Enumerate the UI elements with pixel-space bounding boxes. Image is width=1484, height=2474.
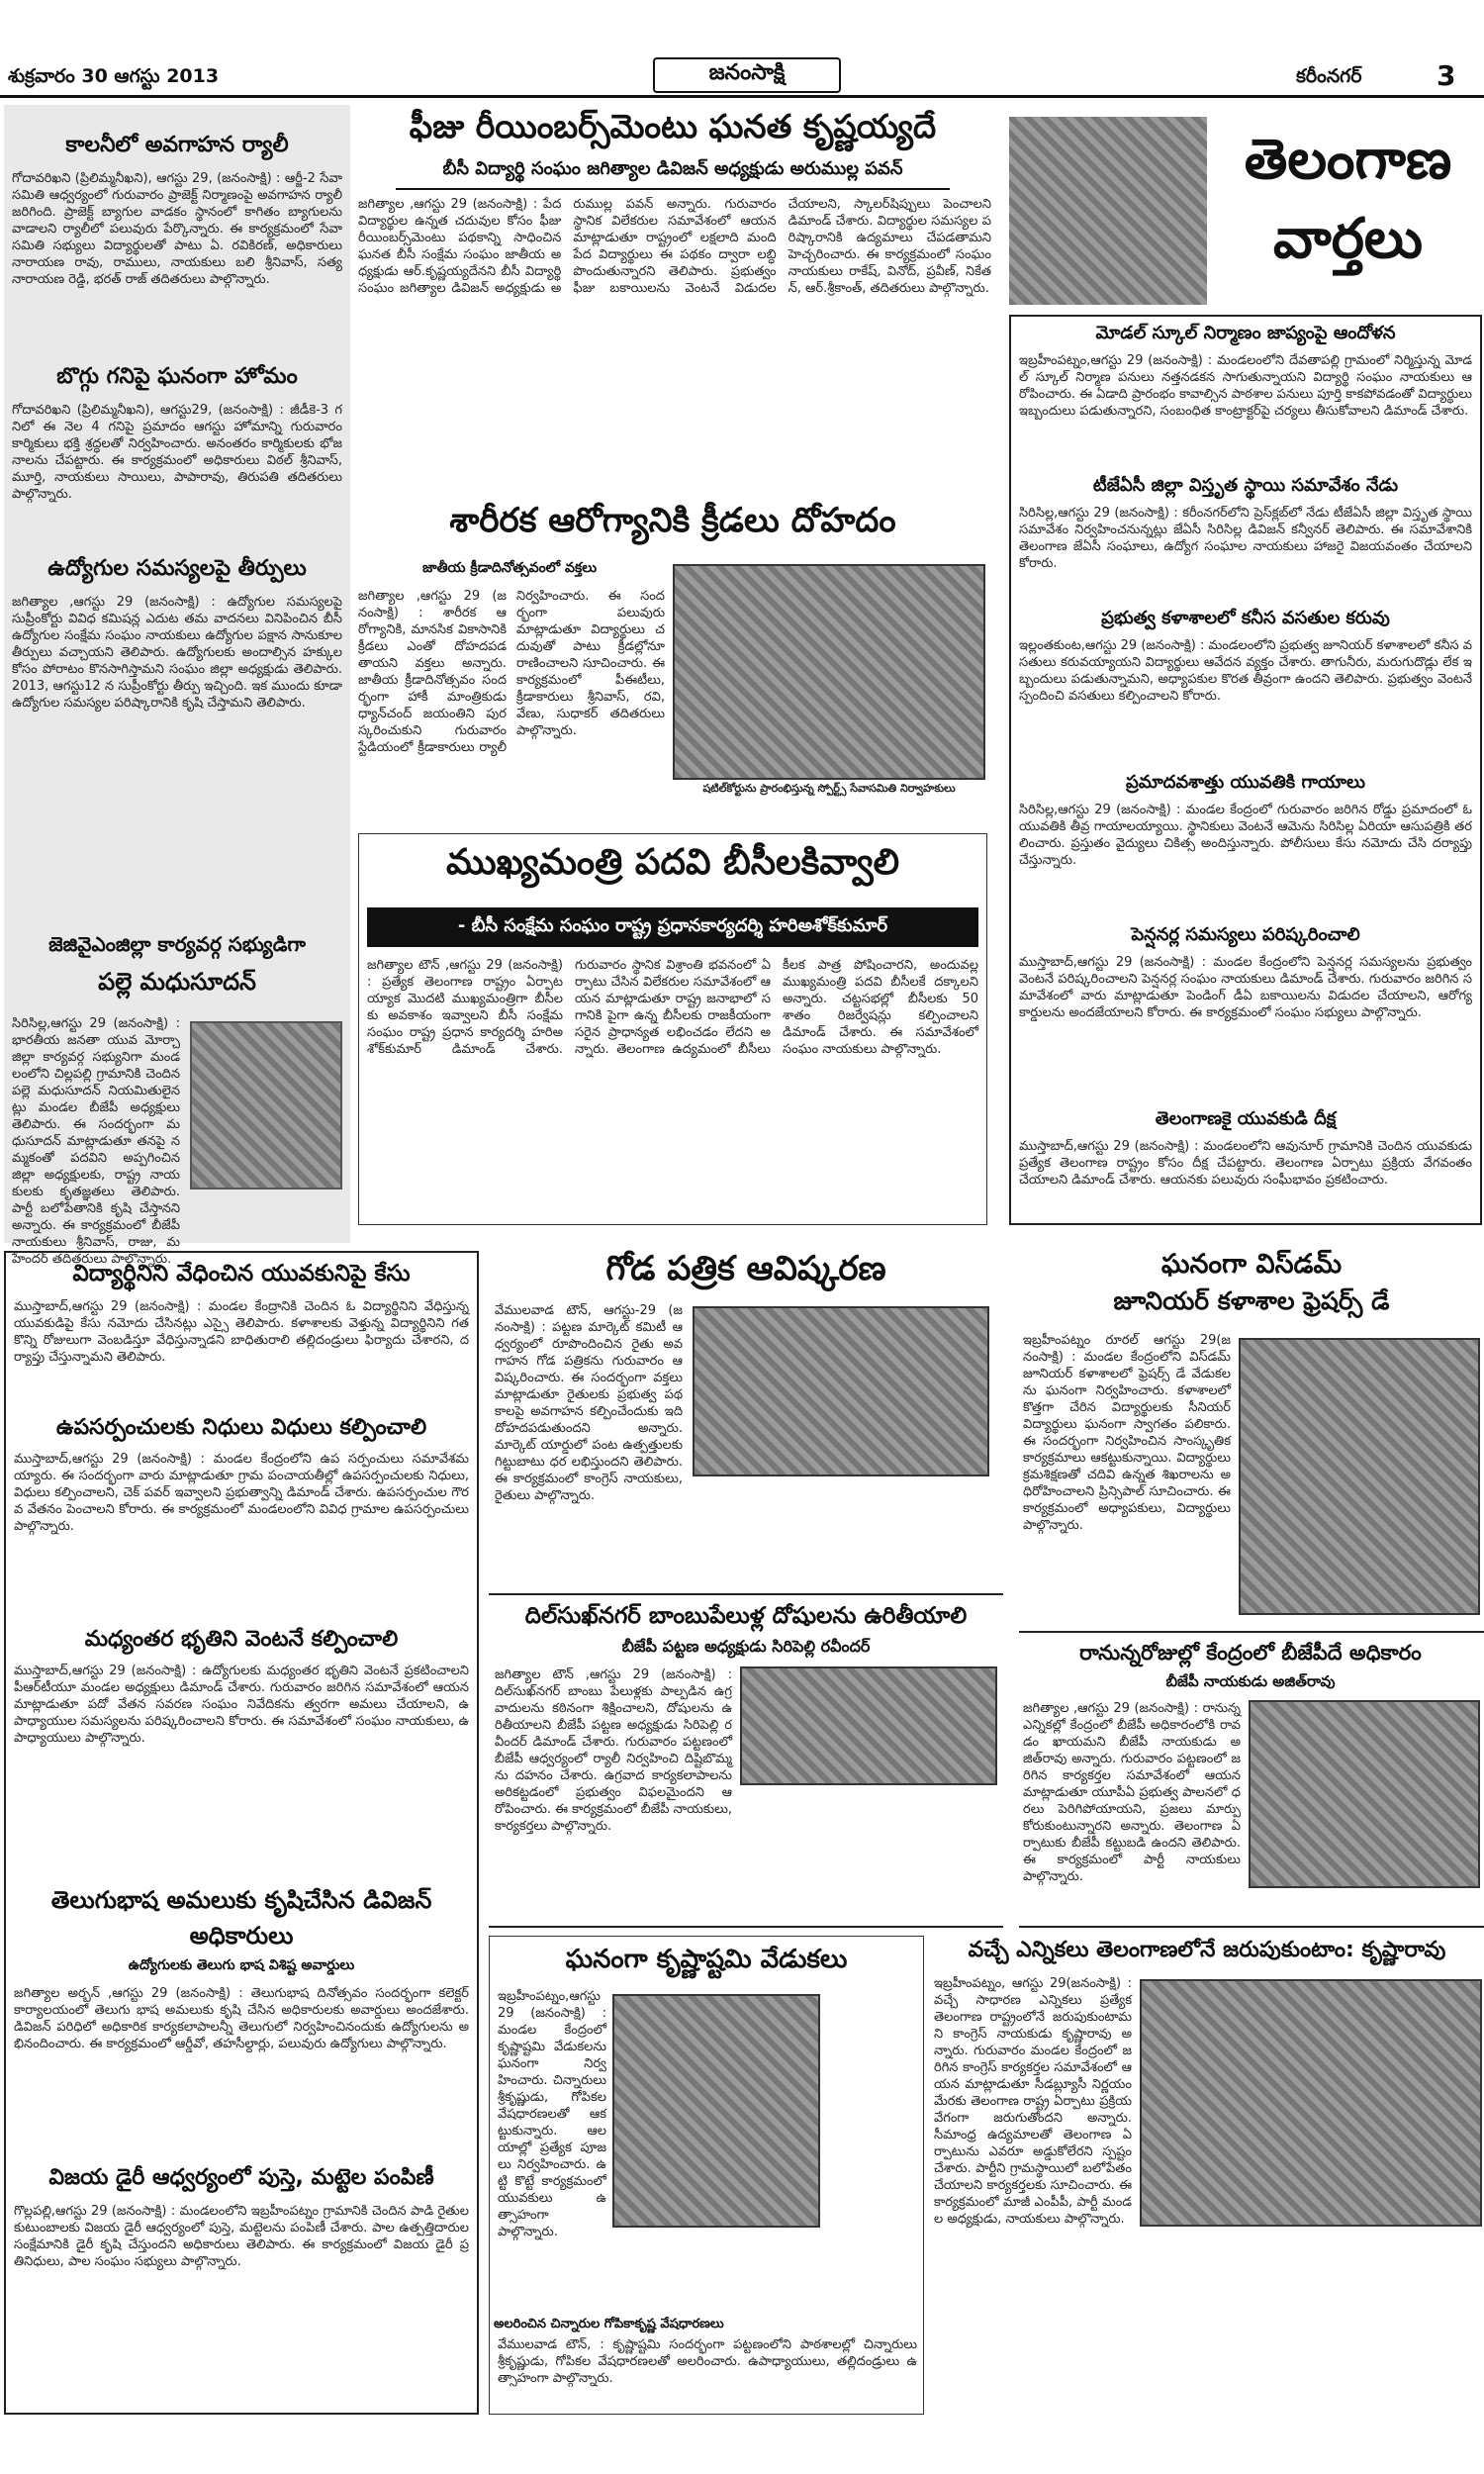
dilsukh-photo <box>740 1666 997 1785</box>
article-body: ముస్తాబాద్,ఆగస్టు 29 (జనంసాక్షి) : మండల కేంద్రంలోని ఉప సర్పంచులు సమావేశమయ్యారు. ఈ సందర్భంగా వారు మాట్లాడుతూ గ్రామ పంచాయతీల్లో ఉపసర్పంచులకు నిధులు, విధులు కల్పించాలని, చెక్ పవర్ ఇవ్వాలని ప్రభుత్వాన్ని డిమాండ్ చేశారు. ఉపసర్పంచుల గౌరవ వేతనం పెంచాలని కోరారు. ఈ కార్యక్రమంలో మండలంలోని వివిధ గ్రామాల ఉపసర్పంచులు పాల్గొన్నారు. <box>14 1452 469 1534</box>
cm-subhead-bar <box>367 907 978 947</box>
goda-photo <box>693 1306 989 1476</box>
page-number: 3 <box>1437 59 1456 92</box>
article-title: మధ్యంతర భృతిని వెంటనే కల్పించాలి <box>84 1627 399 1652</box>
news-body: ముస్తాబాద్,ఆగస్టు 29 (జనంసాక్షి) : మండల కేంద్రంలోని పెన్షనర్ల సమస్యలను ప్రభుత్వం వెంటనే పరిష్కరించాలని పెన్షనర్ల సంఘం నాయకులు డిమాండ్ చేశారు. గురువారం జరిగిన సమావేశంలో వారు మాట్లాడుతూ పెండింగ్ డీఏ బకాయిలను విడుదల చేయాలని, ఆరోగ్య కార్డులను అందజేయాలని కోరారు. ఈ కార్యక్రమంలో సంఘం సభ్యులు పాల్గొన్నారు. <box>1019 955 1472 1020</box>
cm-headline: ముఖ్యమంత్రి పదవి బీసీలకివ్వాలి <box>446 842 899 883</box>
news-title: ప్రమాదవశాత్తు యువతికి గాయాలు <box>1126 772 1365 793</box>
krishna-body-2: వేములవాడ టౌన్, : కృష్ణాష్టమి సందర్భంగా పట్టణంలోని పాఠశాలల్లో చిన్నారులు శ్రీకృష్ణుడు, గోపికల వేషధారణలతో అలరించారు. ఉపాధ్యాయులు, తల్లిదండ్రులు ఉత్సాహంగా పాల్గొన్నారు. <box>498 2337 917 2386</box>
news-title: తెలంగాణకై యువకుడి దీక్ష <box>1155 1108 1337 1129</box>
paper-logo <box>653 57 841 93</box>
sports-subhead: జాతీయ క్రీడాదినోత్సవంలో వక్తలు <box>421 560 598 576</box>
news-title: పెన్షనర్ల సమస్యలు పరిష్కరించాలి <box>1131 924 1360 945</box>
wisdom-photo <box>1239 1338 1480 1615</box>
article-title: తెలుగుభాష అమలుకు కృషిచేసిన డివిజన్ అధికారులు <box>50 1886 432 1950</box>
masthead-rule <box>0 95 1484 98</box>
sports-photo <box>673 564 985 780</box>
dilsukh-box <box>489 1593 1003 1928</box>
telangana-news-box <box>1009 315 1482 1225</box>
article-body: జగిత్యాల ,ఆగస్టు 29 (జనంసాక్షి) : ఉద్యోగుల సమస్యలపై సుప్రీంకోర్టు వివిధ కమిషన్ల ఎదుట తమ వాదనలు వినిపించిన బీసీ ఉద్యోగుల సంక్షేమ సంఘం నాయకులు ఉద్యోగుల పక్షాన సానుకూల తీర్పులు వచ్చాయని తెలిపారు. ఉద్యోగులకు అందాల్సిన హక్కుల కోసం పోరాటం కొనసాగిస్తామని సంఘం జిల్లా అధ్యక్షుడు తెలిపారు. 2013, ఆగస్టు12 న సుప్రీంకోర్టు తీర్పు ఇచ్చింది. ఇక ముందు కూడా ఉద్యోగుల సమస్యల పరిష్కారానికి కృషి చేస్తామని తెలిపారు. <box>12 595 342 711</box>
left-column <box>4 105 350 1267</box>
fort-photo <box>1009 117 1207 305</box>
article-title: పల్లె మధుసూదన్ <box>98 968 256 996</box>
cm-box <box>358 833 987 1225</box>
news-title: ప్రభుత్వ కళాశాలలో కనీస వసతుల కరువు <box>1101 608 1390 628</box>
bjp-headline: రానున్నరోజుల్లో కేంద్రంలో బీజేపీదే అధికారం <box>1079 1641 1422 1665</box>
sports-photo-caption: షటిల్‌కోర్టును ప్రారంభిస్తున్న స్పోర్ట్స్ సేవాసమితి నిర్వాహకులు <box>702 782 956 795</box>
sports-headline: శారీరక ఆరోగ్యానికి క్రీడలు దోహదం <box>449 501 896 540</box>
article-body: సిరిసిల్ల,ఆగస్టు 29 (జనంసాక్షి) :భారతీయ జనతా యువ మోర్చా జిల్లా కార్యవర్గ సభ్యునిగా మండలంలోని చిల్లపల్లి గ్రామానికి చెందిన పల్లె మధుసూదన్ నియమితులైనట్లు మండల బీజేపీ అధ్యక్షులు తెలిపారు. ఈ సందర్భంగా మధుసూదన్ మాట్లాడుతూ తనపై నమ్మకంతో పదవిని అప్పగించిన జిల్లా అధ్యక్షులకు, రాష్ట్ర నాయకులకు కృతజ్ఞతలు తెలిపారు. పార్టీ బలోపేతానికి కృషి చేస్తానని అన్నారు. ఈ కార్యక్రమంలో బీజేపీ నాయకులు శ్రీనివాస్, రాజు, మహేందర్ తదితరులు పాల్గొన్నారు. <box>12 1016 180 1267</box>
news-title: టీజేఏసీ జిల్లా విస్తృత స్థాయి సమావేశం నేడు <box>1092 475 1399 496</box>
article-subhead: ఉద్యోగులకు తెలుగు భాష విశిష్ట అవార్డులు <box>128 1957 355 1973</box>
elections-body: ఇబ్రహీంపట్నం, ఆగస్టు 29(జనంసాక్షి) : వచ్చే సాధారణ ఎన్నికలు ప్రత్యేక తెలంగాణ రాష్ట్రంలోనే జరుపుకుంటామని కాంగ్రెస్ నాయకుడు కృష్ణారావు అన్నారు. గురువారం మండల కేంద్రంలో జరిగిన కాంగ్రెస్ కార్యకర్తల సమావేశంలో ఆయన మాట్లాడుతూ సీడబ్ల్యూసీ నిర్ణయం మేరకు తెలంగాణ రాష్ట్ర ఏర్పాటు ప్రక్రియ వేగంగా జరుగుతోందని అన్నారు. సీమాంధ్ర ఉద్యమాలతో తెలంగాణ ఏర్పాటును ఎవరూ అడ్డుకోలేరని స్పష్టం చేశారు. పార్టీని గ్రామస్థాయిలో బలోపేతం చేయాలని కార్యకర్తలకు సూచించారు. ఈ కార్యక్రమంలో మాజీ ఎంపీపీ, పార్టీ మండల అధ్యక్షుడు, నాయకులు పాల్గొన్నారు. <box>934 1976 1132 2227</box>
news-body: సిరిసిల్ల,ఆగస్టు 29 (జనంసాక్షి) : కరీంనగర్‌లోని ప్రెస్‌క్లబ్‌లో నేడు టీజేఏసీ జిల్లా విస్తృత స్థాయి సమావేశం నిర్వహించనున్నట్లు జేఏసీ సిరిసిల్ల డివిజన్ కన్వీనర్ తెలిపారు. ఈ సమావేశానికి తెలంగాణ జేఏసీ సంఘాలు, ఉద్యోగ సంఘాల నాయకులు హాజరై విజయవంతం చేయాలని కోరారు. <box>1019 506 1472 571</box>
wisdom-headline-2: జూనియర్ కళాశాల ఫ్రెషర్స్ డే <box>1113 1286 1390 1315</box>
article-body: గొల్లపల్లి,ఆగస్టు 29 (జనంసాక్షి) : మండలంలోని ఇబ్రహీంపట్నం గ్రామానికి చెందిన పాడి రైతుల కుటుంబాలకు విజయ డైరీ ఆధ్వర్యంలో పుస్తె, మట్టెలను పంపిణీ చేశారు. పాల ఉత్పత్తిదారుల సంక్షేమానికి డైరీ కృషి చేస్తుందని అధికారులు తెలిపారు. ఈ కార్యక్రమంలో విజయ డైరీ ప్రతినిధులు, పాల సంఘం సభ్యులు పాల్గొన్నారు. <box>14 2204 469 2269</box>
paper-name: జనంసాక్షి <box>708 60 786 85</box>
bottom-left-column <box>4 1251 479 2415</box>
lead-headline: ఫీజు రీయింబర్స్‌మెంటు ఘనత కృష్ణయ్యదే <box>409 107 937 145</box>
news-body: ఇల్లంతకుంట,ఆగస్టు 29 (జనంసాక్షి) : మండలంలోని ప్రభుత్వ జూనియర్ కళాశాలలో కనీస వసతులు కరువయ్యాయని విద్యార్థులు ఆవేదన వ్యక్తం చేశారు. తాగునీరు, మరుగుదొడ్లు లేక ఇబ్బందులు పడుతున్నామని, అధ్యాపకుల కొరత తీవ్రంగా ఉందని తెలిపారు. ప్రభుత్వం వెంటనే స్పందించి వసతులు కల్పించాలని కోరారు. <box>1019 638 1472 704</box>
lead-subhead-rule <box>396 188 950 190</box>
bjp-photo <box>1249 1700 1480 1888</box>
krishna-headline: ఘనంగా కృష్ణాష్టమి వేడుకలు <box>565 1945 848 1974</box>
wisdom-body: ఇబ్రహీంపట్నం రూరల్ ఆగస్టు 29(జనంసాక్షి) : మండల కేంద్రంలోని విస్‌డమ్ జూనియర్ కళాశాలలో ఫ్రెషర్స్ డే వేడుకలను ఘనంగా నిర్వహించారు. కళాశాలలో కొత్తగా చేరిన విద్యార్థులకు సీనియర్ విద్యార్థులు ఘనంగా స్వాగతం పలికారు. ఈ సందర్భంగా నిర్వహించిన సాంస్కృతిక కార్యక్రమాలు ఆకట్టుకున్నాయి. విద్యార్థులు క్రమశిక్షణతో చదివి ఉన్నత శిఖరాలను అధిరోహించాలని ప్రిన్సిపాల్ సూచించారు. ఈ కార్యక్రమంలో అధ్యాపకులు, విద్యార్థులు పాల్గొన్నారు. <box>1023 1333 1231 1533</box>
dilsukh-subhead: బీజేపీ పట్టణ అధ్యక్షుడు సిరిపెల్లి రవీందర్ <box>621 1637 871 1656</box>
lead-subhead: బీసీ విద్యార్థి సంఘం జగిత్యాల డివిజన్ అధ్యక్షుడు అరుముల్ల పవన్ <box>442 158 903 179</box>
news-body: ముస్తాబాద్,ఆగస్టు 29 (జనంసాక్షి) : మండలంలోని ఆవునూర్ గ్రామానికి చెందిన యువకుడు ప్రత్యేక తెలంగాణ రాష్ట్రం కోసం దీక్ష చేపట్టారు. తెలంగాణ ఏర్పాటు ప్రక్రియ వేగవంతం చేయాలని డిమాండ్ చేశారు. ఆయనకు పలువురు సంఘీభావం ప్రకటించారు. <box>1019 1139 1472 1188</box>
krishna-photo <box>612 1994 820 2228</box>
krishna-subhead: అలరించిన చిన్నారుల గోపికాకృష్ణ వేషధారణలు <box>494 2317 724 2331</box>
article-title: బొగ్గు గనిపై ఘనంగా హోమం <box>56 364 298 389</box>
article-body: జగిత్యాల అర్బన్ ,ఆగస్టు 29 (జనంసాక్షి) : తెలుగుభాష దినోత్సవం సందర్భంగా కలెక్టర్ కార్యాలయంలో తెలుగు భాష అమలుకు కృషి చేసిన అధికారులకు అవార్డులు అందజేశారు. డివిజన్ పరిధిలో అధికారిక కార్యకలాపాలన్నీ తెలుగులో నిర్వహించినందుకు ఉద్యోగులను అభినందించారు. ఈ కార్యక్రమంలో ఆర్డీవో, తహసీల్దార్లు, పలువురు ఉద్యోగులు పాల్గొన్నారు. <box>14 1986 469 2051</box>
article-title: ఉద్యోగుల సమస్యలపై తీర్పులు <box>47 556 307 581</box>
bjp-box <box>1019 1631 1484 1928</box>
masthead-date: శుక్రవారం 30 ఆగస్టు 2013 <box>8 65 220 87</box>
bjp-body: జగిత్యాల ,ఆగస్టు 29 (జనంసాక్షి) : రానున్న ఎన్నికల్లో కేంద్రంలో బీజేపీ అధికారంలోకి రావడం ఖాయమని బీజేపీ నాయకుడు అజిత్‌రావు అన్నారు. గురువారం పట్టణంలో జరిగిన కార్యకర్తల సమావేశంలో ఆయన మాట్లాడుతూ యూపీఏ ప్రభుత్వ పాలనలో ధరలు పెరిగిపోయాయని, ప్రజలు మార్పు కోరుకుంటున్నారని అన్నారు. తెలంగాణ ఏర్పాటుకు బీజేపీ కట్టుబడి ఉందని తెలిపారు. ఈ కార్యక్రమంలో పార్టీ నాయకులు పాల్గొన్నారు. <box>1023 1701 1241 1884</box>
portrait-photo <box>190 1021 342 1189</box>
elections-photo <box>1140 1979 1482 2227</box>
goda-headline: గోడ పత్రిక ఆవిష్కరణ <box>605 1249 886 1288</box>
elections-headline: వచ్చే ఎన్నికలు తెలంగాణలోనే జరుపుకుంటాం: కృష్ణారావు <box>968 1938 1446 1962</box>
article-body: గోదావరిఖని (ప్రిలిమ్మనీఖని), ఆగస్టు29, (జనంసాక్షి) : జీడీకె-3 గనిలో ఈ నెల 4 గనిపై ప్రమాదం ఆగస్టు హోమాన్ని గురువారం కార్మికులు భక్తి శ్రద్ధలతో నిర్వహించారు. అనంతరం కార్మికులకు భోజనాలను చేపట్టారు. ఈ కార్యక్రమంలో అధికారులు విఠల్ శ్రీనివాస్, మూర్తి, నాయకులు సాయిలు, పాపారావు, తిరుపతి తదితరులు పాల్గొన్నారు. <box>12 403 342 502</box>
masthead <box>0 0 1484 99</box>
article-title: ఉపసర్పంచులకు నిధులు విధులు కల్పించాలి <box>55 1415 427 1440</box>
cm-body: జగిత్యాల టౌన్ ,ఆగస్టు 29 (జనంసాక్షి) : ప్రత్యేక తెలంగాణ రాష్ట్రం ఏర్పాటయ్యాక మొదటి ముఖ్యమంత్రిగా బీసీలకు అవకాశం ఇవ్వాలని బీసీ సంక్షేమ సంఘం రాష్ట్ర ప్రధాన కార్యదర్శి హరిఅశోక్‌కుమార్ డిమాండ్ చేశారు. గురువారం స్థానిక విశ్రాంతి భవనంలో ఏర్పాటు చేసిన విలేకరుల సమావేశంలో ఆయన మాట్లాడుతూ రాష్ట్ర జనాభాలో సగానికి పైగా ఉన్న బీసీలకు రాజకీయంగా సరైన ప్రాధాన్యత లభించడం లేదని అన్నారు. తెలంగాణ ఉద్యమంలో బీసీలు కీలక పాత్ర పోషించారని, అందువల్ల ముఖ్యమంత్రి పదవి బీసీలకే దక్కాలని అన్నారు. చట్టసభల్లో బీసీలకు 50 శాతం రిజర్వేషన్లు కల్పించాలని డిమాండ్ చేశారు. ఈ సమావేశంలో సంఘం నాయకులు పాల్గొన్నారు. <box>367 958 978 1057</box>
lead-body: జగిత్యాల ,ఆగస్టు 29 (జనంసాక్షి) : పేద విద్యార్థుల ఉన్నత చదువుల కోసం ఫీజు రీయింబర్స్‌మెంటు పథకాన్ని సాధించిన ఘనత బీసీ సంక్షేమ సంఘం జాతీయ అధ్యక్షుడు ఆర్.కృష్ణయ్యదేనని బీసీ విద్యార్థి సంఘం జగిత్యాల డివిజన్ అధ్యక్షుడు అరుముల్ల పవన్ అన్నారు. గురువారం స్థానిక విలేకరుల సమావేశంలో ఆయన మాట్లాడుతూ రాష్ట్రంలో లక్షలాది మంది పేద విద్యార్థులు ఈ పథకం ద్వారా లబ్ధి పొందుతున్నారని తెలిపారు. ప్రభుత్వం ఫీజు బకాయిలను వెంటనే విడుదల చేయాలని, స్కాలర్‌షిప్పులు పెంచాలని డిమాండ్ చేశారు. విద్యార్థుల సమస్యల పరిష్కారానికి ఉద్యమాలు చేపడతామని హెచ్చరించారు. ఈ కార్యక్రమంలో సంఘం నాయకులు రాకేష్, వినోద్, ప్రవీణ్, నికేతన్, ఆర్.శ్రీకాంత్, తదితరులు పాల్గొన్నారు. <box>358 197 991 296</box>
goda-body: వేములవాడ టౌన్, ఆగస్టు-29 (జనంసాక్షి) : పట్టణ మార్కెట్ కమిటీ ఆధ్వర్యంలో రూపొందించిన రైతు అవగాహన గోడ పత్రికను గురువారం ఆవిష్కరించారు. ఈ సందర్భంగా వక్తలు మాట్లాడుతూ రైతులకు ప్రభుత్వ పథకాలపై అవగాహన కల్పించేందుకు ఇది దోహదపడుతుందని అన్నారు. మార్కెట్ యార్డులో పంట ఉత్పత్తులకు గిట్టుబాటు ధర లభిస్తుందని తెలిపారు. ఈ కార్యక్రమంలో కాంగ్రెస్ నాయకులు, రైతులు పాల్గొన్నారు. <box>495 1303 683 1503</box>
sports-body: జగిత్యాల ,ఆగస్టు 29 (జనంసాక్షి) : శారీరక ఆరోగ్యానికి, మానసిక వికాసానికి క్రీడలు ఎంతో దోహదపడతాయని వక్తలు అన్నారు. జాతీయ క్రీడాదినోత్సవం సందర్భంగా హాకీ మాంత్రికుడు ధ్యాన్‌చంద్ జయంతిని పురస్కరించుకుని గురువారం స్టేడియంలో క్రీడాకారులు ర్యాలీ నిర్వహించారు. ఈ సందర్భంగా పలువురు మాట్లాడుతూ విద్యార్థులు చదువుతో పాటు క్రీడల్లోనూ రాణించాలని సూచించారు. ఈ కార్యక్రమంలో పీఈటీలు, క్రీడాకారులు శ్రీనివాస్, రవి, వేణు, సుధాకర్ తదితరులు పాల్గొన్నారు. <box>358 589 665 755</box>
news-title: మోడల్ స్కూల్ నిర్మాణం జాప్యంపై ఆందోళన <box>1095 323 1396 343</box>
article-title: జెజివైఎంజిల్లా కార్యవర్గ సభ్యుడిగా <box>48 932 306 956</box>
telangana-banner-title: తెలంగాణ <box>1244 128 1452 192</box>
article-body: ముస్తాబాద్,ఆగస్టు 29 (జనంసాక్షి) : ఉద్యోగులకు మధ్యంతర భృతిని వెంటనే ప్రకటించాలని పీఆర్‌టీయూ మండల అధ్యక్షులు డిమాండ్ చేశారు. గురువారం జరిగిన సమావేశంలో ఆయన మాట్లాడుతూ పదో వేతన సవరణ సంఘం నివేదికను త్వరగా అమలు చేయాలని, ఉపాధ్యాయుల సమస్యలను పరిష్కరించాలని కోరారు. ఈ సమావేశంలో సంఘం నాయకులు, ఉపాధ్యాయులు పాల్గొన్నారు. <box>14 1664 469 1746</box>
dilsukh-headline: దిల్‌సుఖ్‌నగర్ బాంబుపేలుళ్ల దోషులను ఉరితీయాలి <box>524 1603 968 1629</box>
telangana-banner-subtitle: వార్తలు <box>1273 207 1423 271</box>
dilsukh-body: జగిత్యాల టౌన్ ,ఆగస్టు 29 (జనంసాక్షి) : దిల్‌సుఖ్‌నగర్ బాంబు పేలుళ్లకు పాల్పడిన ఉగ్రవాదులను కఠినంగా శిక్షించాలని, దోషులను ఉరితీయాలని బీజేపీ పట్టణ అధ్యక్షుడు సిరిపెల్లి రవీందర్ డిమాండ్ చేశారు. గురువారం పట్టణంలో బీజేపీ ఆధ్వర్యంలో ర్యాలీ నిర్వహించి దిష్టిబొమ్మను దహనం చేశారు. ఉగ్రవాద కార్యకలాపాలను అరికట్టడంలో ప్రభుత్వం విఫలమైందని ఆరోపించారు. ఈ కార్యక్రమంలో బీజేపీ నాయకులు, కార్యకర్తలు పాల్గొన్నారు. <box>495 1667 732 1834</box>
article-title: విజయ డైరీ ఆధ్వర్యంలో పుస్తె, మట్టెల పంపిణీ <box>48 2165 434 2190</box>
bjp-subhead: బీజేపీ నాయకుడు అజిత్‌రావు <box>1165 1672 1336 1690</box>
article-body: ముస్తాబాద్,ఆగస్టు 29 (జనంసాక్షి) : మండల కేంద్రానికి చెందిన ఓ విద్యార్థినిని వేధిస్తున్న యువకుడిపై కేసు నమోదు చేసినట్లు ఎస్సై తెలిపారు. కళాశాలకు వెళ్తున్న విద్యార్థినిని గత కొన్ని రోజులుగా వెంబడిస్తూ వేధిస్తున్నాడని బాధితురాలి తల్లిదండ్రులు ఫిర్యాదు చేశారని, దర్యాప్తు చేస్తున్నామని తెలిపారు. <box>14 1299 469 1365</box>
news-body: సిరిసిల్ల,ఆగస్టు 29 (జనంసాక్షి) : మండల కేంద్రంలో గురువారం జరిగిన రోడ్డు ప్రమాదంలో ఓ యువతికి తీవ్ర గాయాలయ్యాయి. స్థానికులు వెంటనే ఆమెను సిరిసిల్ల ఏరియా ఆసుపత్రికి తరలించారు. ప్రస్తుతం వైద్యులు చికిత్స అందిస్తున్నారు. పోలీసులు కేసు నమోదు చేసి దర్యాప్తు చేస్తున్నారు. <box>1019 803 1472 868</box>
wisdom-headline: ఘనంగా విస్‌డమ్ <box>1160 1249 1343 1280</box>
article-body: గోదావరిఖని (ప్రిలిమ్మనీఖని), ఆగస్టు 29, (జనంసాక్షి) : ఆర్జీ-2 సేవా సమితి ఆధ్వర్యంలో గురువారం ప్రాజెక్ట్ నిర్మాణంపై అవగాహన ర్యాలీ జరిగింది. ప్రాజెక్ట్ బ్యాగుల వాడకం స్థానంలో కాగితం బ్యాగులను వాడాలని ర్యాలీలో పలువురు పేర్కొన్నారు. ఈ కార్యక్రమంలో సేవా సమితి సభ్యులు విద్యార్థులతో పాటు ఏ. రవికిరణ్, అధికారులు నారాయణ రావు, రాములు, నాయకులు బలి శ్రీనివాస్, సత్యనారాయణ రెడ్డి, భరత్ రాజ్ తదితరులు పాల్గొన్నారు. <box>12 171 342 287</box>
krishna-body: ఇబ్రహీంపట్నం,ఆగస్టు 29 (జనంసాక్షి) : మండల కేంద్రంలో కృష్ణాష్టమి వేడుకలను ఘనంగా నిర్వహించారు. చిన్నారులు శ్రీకృష్ణుడు, గోపికల వేషధారణలతో ఆకట్టుకున్నారు. ఆలయాల్లో ప్రత్యేక పూజలు నిర్వహించారు. ఉట్టి కొట్టే కార్యక్రమంలో యువకులు ఉత్సాహంగా పాల్గొన్నారు. <box>498 1989 606 2239</box>
cm-subhead: - బీసీ సంక్షేమ సంఘం రాష్ట్ర ప్రధానకార్యదర్శి హరిఅశోక్‌కుమార్ <box>457 914 888 936</box>
article-title: కాలనీలో అవగాహన ర్యాలీ <box>65 133 289 157</box>
news-body: ఇబ్రహీంపట్నం,ఆగస్టు 29 (జనంసాక్షి) : మండలంలోని దేవతాపల్లి గ్రామంలో నిర్మిస్తున్న మోడల్ స్కూల్ నిర్మాణ పనులు నత్తనడకన సాగుతున్నాయని విద్యార్థి సంఘం నాయకులు ఆరోపించారు. ఈ ఏడాది ప్రారంభం కావాల్సిన పాఠశాల పనులు పూర్తి కాకపోవడంతో విద్యార్థులు ఇబ్బందులు పడుతున్నారని, సంబంధిత కాంట్రాక్టర్‌పై చర్యలు తీసుకోవాలని డిమాండ్ చేశారు. <box>1019 353 1472 419</box>
krishna-box <box>489 1936 924 2415</box>
edition-name: కరీంనగర్ <box>1296 65 1362 87</box>
article-title: విద్యార్థినిని వేధించిన యువకునిపై కేసు <box>72 1261 411 1286</box>
